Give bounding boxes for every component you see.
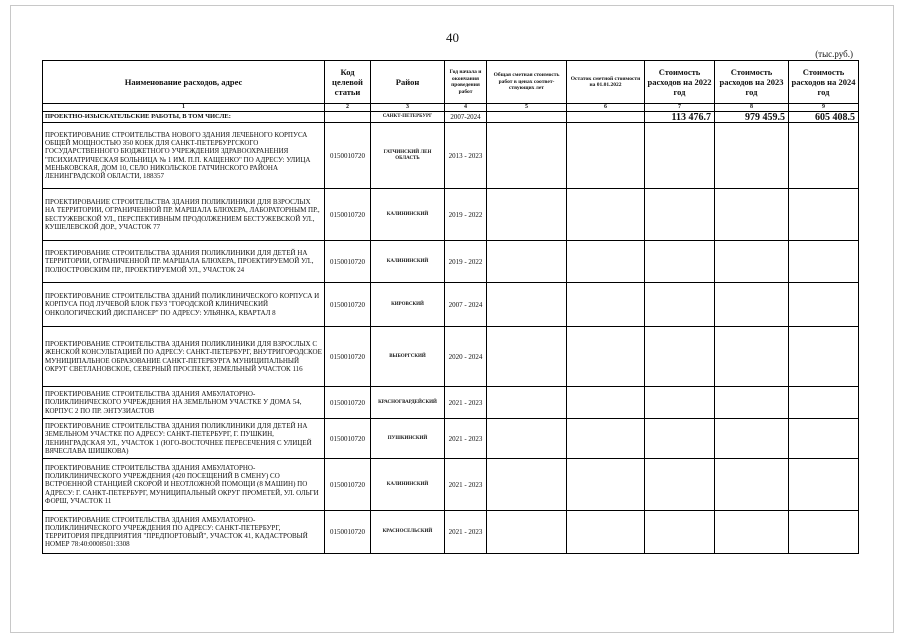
col-header-total-cost: Общая сметная стоимость работ в ценах соответ-ствующих лет [487,61,567,104]
row-total-cost [487,419,567,459]
row-total-cost [487,459,567,511]
row-cost-2023 [715,419,789,459]
row-cost-2022 [645,123,715,189]
col-number: 9 [789,104,859,112]
row-total-cost [487,283,567,327]
summary-cost-2022: 113 476.7 [645,112,715,123]
row-total-cost [487,189,567,241]
table-row [43,189,859,241]
row-code: 0150010720 [325,241,371,283]
row-remaining-cost [567,419,645,459]
row-cost-2022 [645,241,715,283]
row-cost-2023 [715,327,789,387]
col-header-cost-2024: Стоимость расходов на 2024 год [789,61,859,104]
summary-total-cost [487,112,567,123]
col-number: 3 [371,104,445,112]
table-row [43,387,859,419]
table-row [43,283,859,327]
row-years: 2021 - 2023 [445,459,487,511]
row-years: 2007 - 2024 [445,283,487,327]
row-years: 2021 - 2023 [445,511,487,554]
col-header-code: Код целевой статьи [325,61,371,104]
summary-district: САНКТ-ПЕТЕРБУРГ [371,112,445,123]
row-cost-2022 [645,511,715,554]
row-years: 2020 - 2024 [445,327,487,387]
row-code: 0150010720 [325,459,371,511]
row-cost-2024 [789,419,859,459]
row-remaining-cost [567,241,645,283]
row-name: ПРОЕКТИРОВАНИЕ СТРОИТЕЛЬСТВА ЗДАНИЯ АМБУЛАТОРНО-ПОЛИКЛИНИЧЕСКОГО УЧРЕЖДЕНИЯ (420 ПОСЕЩЕНИЙ В СМЕНУ) СО ВСТРОЕННОЙ СТАНЦИЕЙ СКОРОЙ И НЕОТЛОЖНОЙ ПОМОЩИ (8 МАШИН) ПО АДРЕСУ: Г. САНКТ-ПЕТЕРБУРГ, МУНИЦИПАЛЬНЫЙ ОКРУГ ПРОМЕТЕЙ, УЛ. ОЛЬГИ ФОРШ, УЧАСТОК 11 [43,459,325,511]
row-district: ГАТЧИНСКИЙ ЛЕН ОБЛАСТЬ [371,123,445,189]
row-cost-2023 [715,241,789,283]
row-name: ПРОЕКТИРОВАНИЕ СТРОИТЕЛЬСТВА ЗДАНИЯ ПОЛИКЛИНИКИ ДЛЯ ВЗРОСЛЫХ С ЖЕНСКОЙ КОНСУЛЬТАЦИЕЙ ПО АДРЕСУ: САНКТ-ПЕТЕРБУРГ, ВНУТРИГОРОДСКОЕ МУНИЦИПАЛЬНОЕ ОБРАЗОВАНИЕ САНКТ-ПЕТЕРБУРГА МУНИЦИПАЛЬНЫЙ ОКРУГ СВЕТЛАНОВСКОЕ, СЕВЕРНЫЙ ПРОСПЕКТ, ЗЕМЕЛЬНЫЙ УЧАСТОК 116 [43,327,325,387]
row-name: ПРОЕКТИРОВАНИЕ СТРОИТЕЛЬСТВА ЗДАНИЯ ПОЛИКЛИНИКИ ДЛЯ ДЕТЕЙ НА ЗЕМЕЛЬНОМ УЧАСТКЕ ПО АДРЕСУ: САНКТ-ПЕТЕРБУРГ, Г. ПУШКИН, ЛЕНИНГРАДСКАЯ УЛ., УЧАСТОК 1 (ЮГО-ВОСТОЧНЕЕ ПЕРЕСЕЧЕНИЯ С УЛИЦЕЙ ВЯЧЕСЛАВА ШИШКОВА) [43,419,325,459]
row-total-cost [487,387,567,419]
table-row [43,241,859,283]
row-years: 2021 - 2023 [445,419,487,459]
summary-code [325,112,371,123]
row-district: ПУШКИНСКИЙ [371,419,445,459]
row-cost-2023 [715,387,789,419]
row-district: КАЛИНИНСКИЙ [371,241,445,283]
row-name: ПРОЕКТИРОВАНИЕ СТРОИТЕЛЬСТВА ЗДАНИЯ АМБУЛАТОРНО-ПОЛИКЛИНИЧЕСКОГО УЧРЕЖДЕНИЯ ПО АДРЕСУ: САНКТ-ПЕТЕРБУРГ, ТЕРРИТОРИЯ ПРЕДПРИЯТИЯ "ПРЕДПОРТОВЫЙ", УЧАСТОК 41, КАДАСТРОВЫЙ НОМЕР 78:40:0008501:3308 [43,511,325,554]
column-number-row [43,104,859,112]
col-number: 8 [715,104,789,112]
row-years: 2019 - 2022 [445,241,487,283]
row-code: 0150010720 [325,283,371,327]
row-years: 2019 - 2022 [445,189,487,241]
col-number: 6 [567,104,645,112]
row-total-cost [487,327,567,387]
row-cost-2024 [789,511,859,554]
row-cost-2024 [789,241,859,283]
row-cost-2023 [715,123,789,189]
col-header-cost-2023: Стоимость расходов на 2023 год [715,61,789,104]
row-cost-2022 [645,387,715,419]
row-remaining-cost [567,327,645,387]
row-total-cost [487,241,567,283]
row-remaining-cost [567,387,645,419]
row-cost-2022 [645,327,715,387]
unit-label: (тыс.руб.) [815,49,853,59]
col-header-cost-2022: Стоимость расходов на 2022 год [645,61,715,104]
row-total-cost [487,123,567,189]
table-row [43,123,859,189]
row-code: 0150010720 [325,511,371,554]
row-cost-2024 [789,123,859,189]
row-cost-2022 [645,189,715,241]
row-district: КИРОВСКИЙ [371,283,445,327]
col-number: 7 [645,104,715,112]
row-code: 0150010720 [325,419,371,459]
row-cost-2022 [645,419,715,459]
table-row [43,511,859,554]
row-remaining-cost [567,283,645,327]
row-remaining-cost [567,459,645,511]
row-code: 0150010720 [325,327,371,387]
col-number: 5 [487,104,567,112]
table-row [43,419,859,459]
table-row [43,459,859,511]
row-cost-2022 [645,283,715,327]
col-header-district: Район [371,61,445,104]
table-row [43,327,859,387]
row-cost-2024 [789,189,859,241]
row-name: ПРОЕКТИРОВАНИЕ СТРОИТЕЛЬСТВА ЗДАНИЙ ПОЛИКЛИНИЧЕСКОГО КОРПУСА И КОРПУСА ПОД ЛУЧЕВОЙ БЛОК ГБУЗ "ГОРОДСКОЙ КЛИНИЧЕСКИЙ ОНКОЛОГИЧЕСКИЙ ДИСПАНСЕР" ПО АДРЕСУ: УЛЬЯНКА, КВАРТАЛ 8 [43,283,325,327]
row-cost-2023 [715,189,789,241]
row-cost-2024 [789,327,859,387]
col-header-remaining-cost: Остаток сметной стоимости на 01.01.2022 [567,61,645,104]
row-district: КАЛИНИНСКИЙ [371,459,445,511]
row-cost-2023 [715,511,789,554]
col-header-name: Наименование расходов, адрес [43,61,325,104]
row-district: КРАСНОГВАРДЕЙСКИЙ [371,387,445,419]
row-code: 0150010720 [325,123,371,189]
row-district: ВЫБОРГСКИЙ [371,327,445,387]
summary-cost-2023: 979 459.5 [715,112,789,123]
row-cost-2024 [789,387,859,419]
row-years: 2021 - 2023 [445,387,487,419]
row-remaining-cost [567,189,645,241]
row-total-cost [487,511,567,554]
row-cost-2024 [789,459,859,511]
summary-years: 2007-2024 [445,112,487,123]
row-cost-2023 [715,283,789,327]
col-header-years: Год начала и окончания проведения работ [445,61,487,104]
row-district: КАЛИНИНСКИЙ [371,189,445,241]
summary-cost-2024: 605 408.5 [789,112,859,123]
col-number: 2 [325,104,371,112]
row-cost-2024 [789,283,859,327]
budget-table [42,60,859,554]
col-number: 4 [445,104,487,112]
summary-name: ПРОЕКТНО-ИЗЫСКАТЕЛЬСКИЕ РАБОТЫ, В ТОМ ЧИСЛЕ: [43,112,325,123]
summary-row [43,112,859,123]
col-number: 1 [43,104,325,112]
row-code: 0150010720 [325,387,371,419]
header-row [43,61,859,104]
page-number: 40 [446,30,459,45]
row-code: 0150010720 [325,189,371,241]
row-name: ПРОЕКТИРОВАНИЕ СТРОИТЕЛЬСТВА ЗДАНИЯ АМБУЛАТОРНО-ПОЛИКЛИНИЧЕСКОГО УЧРЕЖДЕНИЯ НА ЗЕМЕЛЬНОМ УЧАСТКЕ У ДОМА 54, КОРПУС 2 ПО ПР. ЭНТУЗИАСТОВ [43,387,325,419]
row-years: 2013 - 2023 [445,123,487,189]
summary-remaining-cost [567,112,645,123]
row-district: КРАСНОСЕЛЬСКИЙ [371,511,445,554]
row-remaining-cost [567,123,645,189]
row-name: ПРОЕКТИРОВАНИЕ СТРОИТЕЛЬСТВА ЗДАНИЯ ПОЛИКЛИНИКИ ДЛЯ ДЕТЕЙ НА ТЕРРИТОРИИ, ОГРАНИЧЕННОЙ ПР. МАРШАЛА БЛЮХЕРА, ПРОЕКТИРУЕМОЙ УЛ., ПОЛЮСТРОВСКИМ ПР., ПРОЕКТИРУЕМОЙ УЛ., УЧАСТОК 24 [43,241,325,283]
row-name: ПРОЕКТИРОВАНИЕ СТРОИТЕЛЬСТВА ЗДАНИЯ ПОЛИКЛИНИКИ ДЛЯ ВЗРОСЛЫХ НА ТЕРРИТОРИИ, ОГРАНИЧЕННОЙ ПР. МАРШАЛА БЛЮХЕРА, ЛАБОРАТОРНЫМ ПР., БЕСТУЖЕВСКОЙ УЛ., ПЕРСПЕКТИВНЫМ ПРОДОЛЖЕНИЕМ БЕСТУЖЕВСКОЙ УЛ., КУШЕЛЕВСКОЙ ДОР., УЧАСТОК 77 [43,189,325,241]
row-cost-2022 [645,459,715,511]
row-cost-2023 [715,459,789,511]
row-name: ПРОЕКТИРОВАНИЕ СТРОИТЕЛЬСТВА НОВОГО ЗДАНИЯ ЛЕЧЕБНОГО КОРПУСА ОБЩЕЙ МОЩНОСТЬЮ 350 КОЕК ДЛЯ САНКТ-ПЕТЕРБУРГСКОГО ГОСУДАРСТВЕННОГО БЮДЖЕТНОГО УЧРЕЖДЕНИЯ ЗДРАВООХРАНЕНИЯ "ПСИХИАТРИЧЕСКАЯ БОЛЬНИЦА № 1 ИМ. П.П. КАЩЕНКО" ПО АДРЕСУ: УЛИЦА МЕНЬКОВСКАЯ, ДОМ 10, СЕЛО НИКОЛЬСКОЕ ГАТЧИНСКОГО РАЙОНА ЛЕНИНГРАДСКОЙ ОБЛАСТИ, 188357 [43,123,325,189]
row-remaining-cost [567,511,645,554]
